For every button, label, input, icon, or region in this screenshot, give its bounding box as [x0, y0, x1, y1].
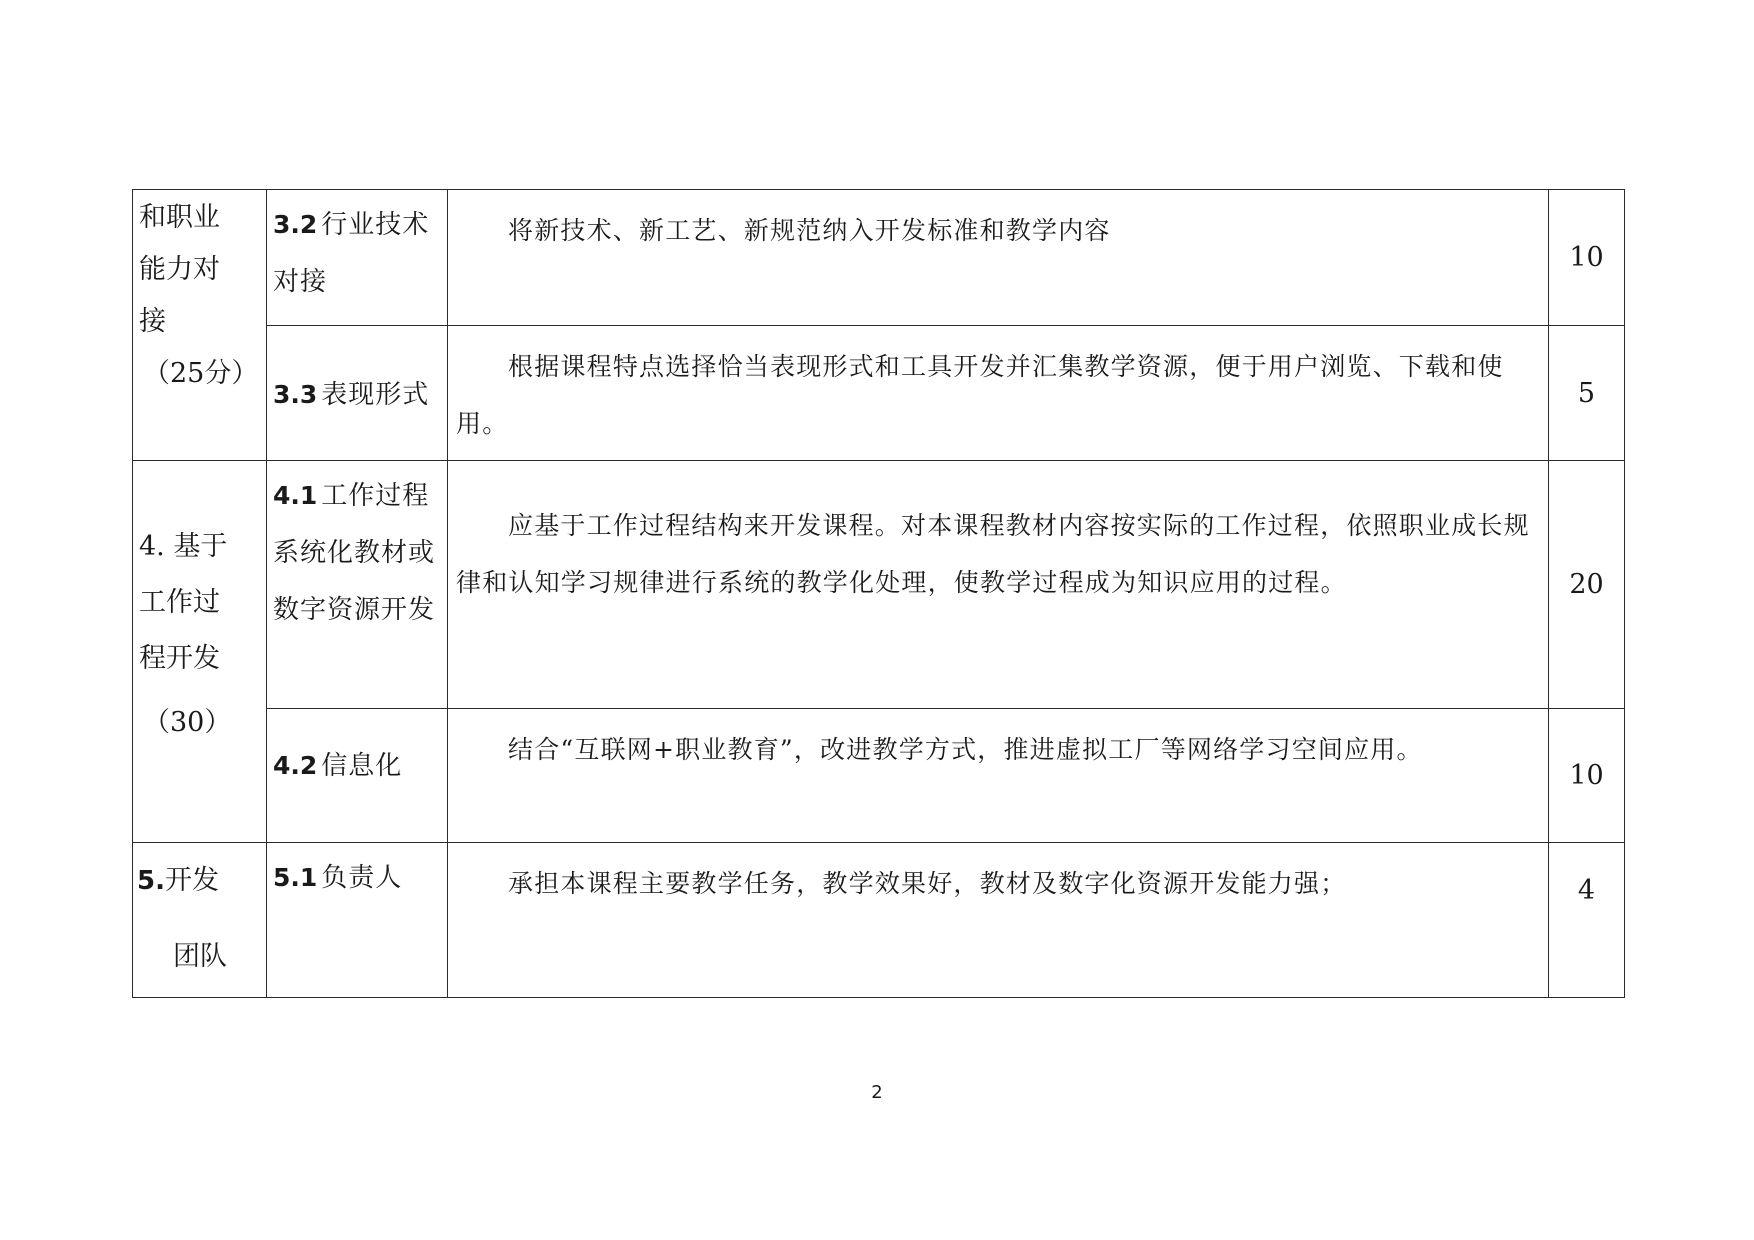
table-row: [133, 843, 1625, 998]
category-line: 接: [139, 306, 166, 337]
category-cell-4: [133, 461, 267, 843]
points-cell: [1549, 843, 1625, 998]
category-line: 工作过: [139, 587, 220, 618]
points-cell: [1549, 709, 1625, 843]
points-value: 5: [1577, 377, 1596, 409]
table-row: [133, 326, 1625, 461]
table-row: [133, 709, 1625, 843]
sub-item-cell: [267, 326, 448, 461]
sub-item-cell: [267, 461, 448, 709]
sub-item-label: 行业技术对接: [273, 210, 430, 297]
table-row: [133, 190, 1625, 326]
sub-item-code: 5.1: [273, 863, 318, 892]
sub-item-code: 4.2: [273, 751, 318, 780]
description-cell: [448, 709, 1549, 843]
points-value: 10: [1569, 242, 1604, 273]
description-cell: [448, 843, 1549, 998]
scoring-table: [132, 189, 1625, 998]
description-text: 承担本课程主要教学任务，教学效果好，教材及数字化资源开发能力强；: [508, 869, 1347, 898]
sub-item-label: 表现形式: [321, 380, 430, 410]
category-line: 团队: [173, 941, 227, 972]
description-text: 结合“互联网+职业教育”，改进教学方式，推进虚拟工厂等网络学习空间应用。: [508, 735, 1423, 764]
points-cell: [1549, 461, 1625, 709]
sub-item-label: 工作过程系统化教材或数字资源开发: [273, 481, 436, 625]
sub-item-cell: [267, 843, 448, 998]
category-line: 和职业: [139, 202, 220, 233]
category-cell-3: [133, 190, 267, 461]
sub-item-cell: [267, 709, 448, 843]
sub-item-label: 信息化: [321, 751, 403, 781]
points-value: 20: [1569, 569, 1604, 600]
category-score: （25分）: [143, 358, 259, 389]
table-row: [133, 461, 1625, 709]
category-line: 开发: [164, 865, 219, 896]
description-text: 根据课程特点选择恰当表现形式和工具开发并汇集教学资源，便于用户浏览、下载和使用。: [456, 352, 1504, 438]
category-line: 4. 基于: [139, 531, 228, 562]
sub-item-code: 3.2: [273, 210, 318, 239]
description-cell: [448, 190, 1549, 326]
category-cell-5: [133, 843, 267, 998]
category-number: 5.: [137, 866, 165, 896]
sub-item-cell: [267, 190, 448, 326]
description-text: 将新技术、新工艺、新规范纳入开发标准和教学内容: [508, 216, 1111, 245]
description-cell: [448, 461, 1549, 709]
category-score: （30）: [143, 707, 232, 738]
description-cell: [448, 326, 1549, 461]
description-text: 应基于工作过程结构来开发课程。对本课程教材内容按实际的工作过程，依照职业成长规律和认知学习规律进行系统的教学化处理，使教学过程成为知识应用的过程。: [456, 511, 1530, 597]
category-line: 能力对: [139, 254, 220, 285]
points-value: 4: [1577, 875, 1596, 906]
sub-item-code: 3.3: [273, 380, 318, 409]
sub-item-label: 负责人: [321, 863, 403, 893]
category-line: 程开发: [139, 643, 220, 674]
page-number: 2: [871, 1082, 883, 1103]
points-value: 10: [1569, 760, 1604, 791]
points-cell: [1549, 190, 1625, 326]
sub-item-code: 4.1: [273, 481, 318, 510]
points-cell: [1549, 326, 1625, 461]
